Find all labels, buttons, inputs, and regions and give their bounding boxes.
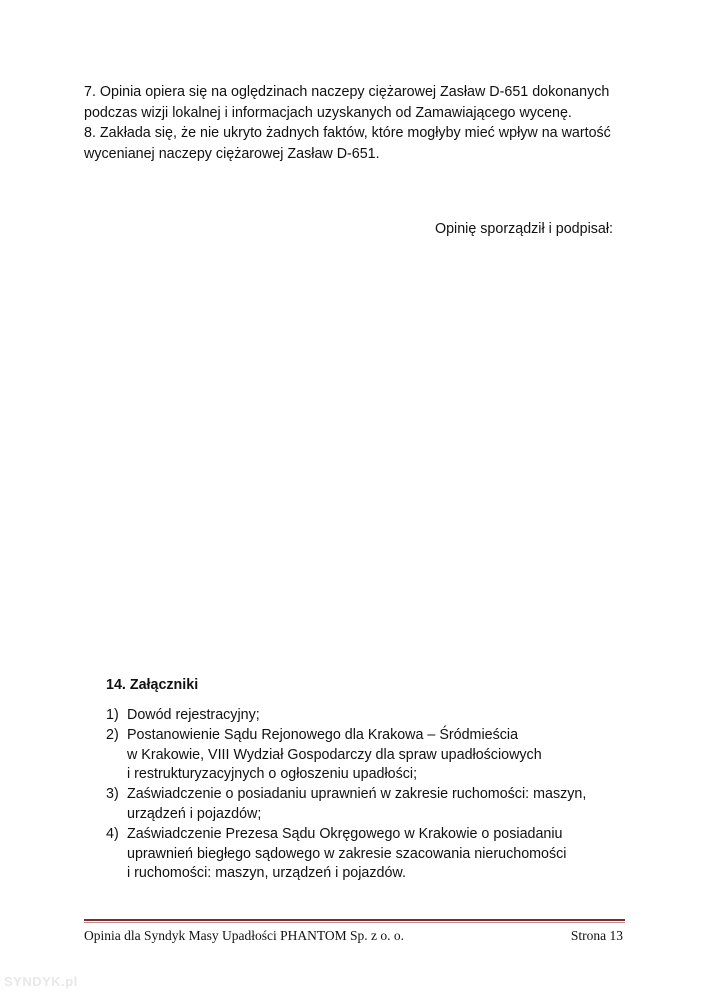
attachments-list xyxy=(106,706,606,884)
attachment-item-4 xyxy=(106,825,606,884)
attachment-item-3 xyxy=(106,785,606,825)
attachment-number: 2) xyxy=(106,726,119,743)
section-title-attachments: 14. Załączniki xyxy=(106,677,199,693)
attachment-line: Zaświadczenie Prezesa Sądu Okręgowego w Krakowie o posiadaniu xyxy=(127,825,563,842)
footer-document-title: Opinia dla Syndyk Masy Upadłości PHANTOM Sp. z o. o. xyxy=(84,928,404,943)
attachment-line: i restrukturyzacyjnych o ogłoszeniu upadłości; xyxy=(127,766,418,783)
attachment-item-1 xyxy=(106,706,606,726)
attachment-line: Zaświadczenie o posiadaniu uprawnień w zakresie ruchomości: maszyn, xyxy=(127,786,587,803)
attachment-number: 1) xyxy=(106,707,119,723)
footer-rule-thin xyxy=(84,922,625,923)
attachment-line: Dowód rejestracyjny; xyxy=(127,707,260,723)
attachment-line: urządzeń i pojazdów; xyxy=(127,805,262,822)
attachment-line: w Krakowie, VIII Wydział Gospodarczy dla spraw upadłościowych xyxy=(127,746,542,763)
paragraph-7-line-1: 7. Opinia opiera się na oględzinach naczepy ciężarowej Zasław D-651 dokonanych xyxy=(84,84,610,100)
attachment-line: Postanowienie Sądu Rejonowego dla Krakowa – Śródmieścia xyxy=(127,726,519,743)
attachment-line: i ruchomości: maszyn, urządzeń i pojazdów. xyxy=(127,865,406,882)
footer-rule xyxy=(84,919,625,921)
watermark-logo: SYNDYK.pl xyxy=(4,974,78,989)
attachment-item-2 xyxy=(106,726,606,785)
signature-label: Opinię sporządził i podpisał: xyxy=(434,221,613,237)
attachment-line: uprawnień biegłego sądowego w zakresie szacowania nieruchomości xyxy=(127,845,567,862)
paragraph-7-line-2: podczas wizji lokalnej i informacjach uzyskanych od Zamawiającego wycenę. xyxy=(84,104,572,121)
footer-page-number: Strona 13 xyxy=(570,928,623,943)
attachment-number: 4) xyxy=(106,825,119,842)
paragraph-8 xyxy=(84,123,624,164)
paragraph-7 xyxy=(84,82,624,123)
attachment-number: 3) xyxy=(106,786,119,803)
paragraph-8-line-1: 8. Zakłada się, że nie ukryto żadnych faktów, które mogłyby mieć wpływ na wartość xyxy=(84,125,611,141)
paragraph-8-line-2: wycenianej naczepy ciężarowej Zasław D-651. xyxy=(84,145,380,162)
